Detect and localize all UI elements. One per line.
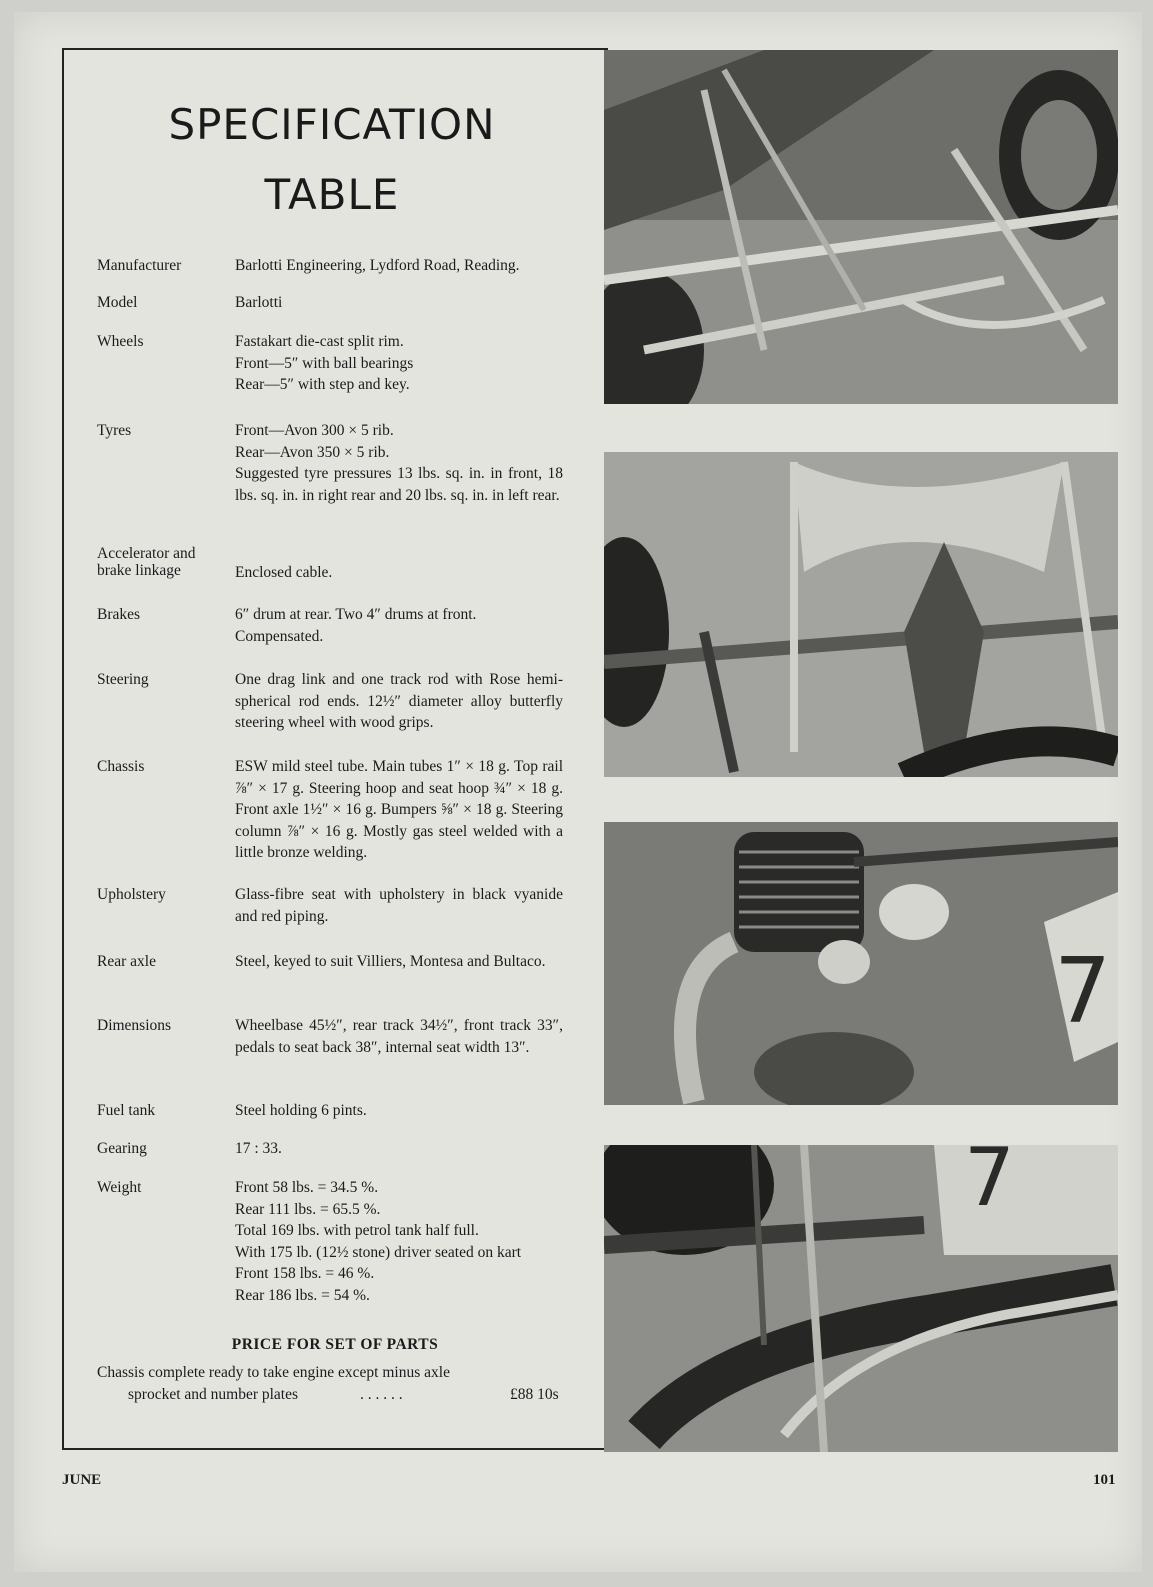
spec-value — [235, 255, 563, 277]
svg-text:7: 7 — [1054, 939, 1112, 1044]
spec-value-line: Rear 111 lbs. = 65.5 %. — [235, 1200, 381, 1218]
spec-value — [235, 1100, 563, 1122]
spec-label: Brakes — [97, 606, 141, 623]
spec-value-line: Front—5″ with ball bearings — [235, 354, 414, 372]
spec-label: Chassis — [97, 758, 145, 775]
spec-value — [235, 562, 563, 584]
spec-value-line: Front—Avon 300 × 5 rib. — [235, 422, 394, 439]
spec-label: Tyres — [97, 422, 132, 439]
footer-month: JUNE — [62, 1472, 102, 1488]
spec-label: Rear axle — [97, 953, 156, 970]
price-heading: PRICE FOR SET OF PARTS — [231, 1336, 439, 1353]
spec-value-line: Front 58 lbs. = 34.5 %. — [235, 1179, 379, 1196]
spec-value-line: Steel, keyed to suit Villiers, Montesa and Bultaco. — [235, 953, 546, 970]
spec-label: Gearing — [97, 1140, 147, 1157]
price-leader-dots: . . . . . . — [360, 1386, 403, 1403]
spec-value-line: Total 169 lbs. with petrol tank half full. — [235, 1222, 479, 1239]
spec-value — [235, 951, 563, 973]
spec-label: Wheels — [97, 333, 144, 350]
spec-value — [235, 1138, 563, 1160]
spec-value-line: Enclosed cable. — [235, 564, 333, 581]
spec-label: Upholstery — [97, 886, 166, 903]
spec-value-line: Steel holding 6 pints. — [235, 1102, 367, 1119]
chassis-front-wheel-photo — [604, 50, 1118, 404]
svg-text:7: 7 — [964, 1145, 1015, 1224]
spec-value — [235, 756, 563, 864]
spec-value-line: Barlotti Engineering, Lydford Road, Reading. — [235, 257, 520, 274]
spec-value-line: With 175 lb. (12½ stone) driver seated on kart — [235, 1243, 522, 1261]
spec-label: Dimensions — [97, 1017, 172, 1034]
spec-value-line: Rear—5″ with step and key. — [235, 376, 410, 393]
spec-value-line: Wheelbase 45½″, rear track 34½″, front track 33″, pedals to seat back 38″, internal seat width 13″. — [235, 1017, 563, 1056]
spec-value-line: 17 : 33. — [235, 1140, 282, 1157]
spec-value — [235, 420, 563, 506]
spec-value-line: ESW mild steel tube. Main tubes 1″ × 18 g. Top rail ⅞″ × 17 g. Steering hoop and seat hoop ¾″ × 18 g. Front axle 1½″ × 16 g. Bumpers ⅝″ × 18 g. Steering column ⅞″ × 16 g. Mostly gas steel welded with a little bronze welding. — [235, 758, 563, 861]
spec-value-line: Suggested tyre pressures 13 lbs. sq. in. in front, 18 lbs. sq. in. in right rear and 20 lbs. sq. in. in left rear. — [235, 465, 563, 504]
spec-label: Fuel tank — [97, 1102, 156, 1119]
spec-value-line: Rear—Avon 350 × 5 rib. — [235, 443, 390, 461]
title-line-1: SPECIFICATION — [168, 100, 496, 149]
spec-value — [235, 669, 563, 734]
spec-value-line: Fastakart die-cast split rim. — [235, 333, 404, 350]
spec-value — [235, 1015, 563, 1058]
price-line-2: sprocket and number plates — [128, 1386, 299, 1403]
spec-label: Model — [97, 294, 138, 311]
spec-value — [235, 292, 563, 314]
engine-photo — [604, 822, 1118, 1105]
spec-value-line: Glass-fibre seat with upholstery in black vyanide and red piping. — [235, 886, 563, 925]
spec-value — [235, 884, 563, 927]
spec-label: Manufacturer — [97, 257, 182, 274]
spec-value-line: One drag link and one track rod with Rose hemi-spherical rod ends. 12½″ diameter alloy butterfly steering wheel with wood grips. — [235, 671, 563, 731]
spec-value-line: 6″ drum at rear. Two 4″ drums at front. — [235, 606, 477, 623]
spec-label: Accelerator and brake linkage — [97, 545, 196, 579]
footer-page-number: 101 — [1093, 1472, 1116, 1488]
spec-value-line: Compensated. — [235, 627, 324, 645]
spec-label: Steering — [97, 671, 149, 688]
spec-value-line: Rear 186 lbs. = 54 %. — [235, 1286, 370, 1304]
title-line-2: TABLE — [264, 170, 400, 219]
spec-label: Weight — [97, 1179, 142, 1196]
spec-value-line: Front 158 lbs. = 46 %. — [235, 1265, 375, 1282]
spec-value — [235, 331, 563, 396]
spec-value — [235, 1177, 563, 1306]
exhaust-silencer-photo — [604, 1145, 1118, 1452]
price-amount: £88 10s — [510, 1386, 559, 1403]
price-line-1: Chassis complete ready to take engine except minus axle — [97, 1364, 450, 1381]
steering-wheel-frame-photo — [604, 452, 1118, 777]
spec-value-line: Barlotti — [235, 294, 283, 311]
spec-value — [235, 604, 563, 647]
